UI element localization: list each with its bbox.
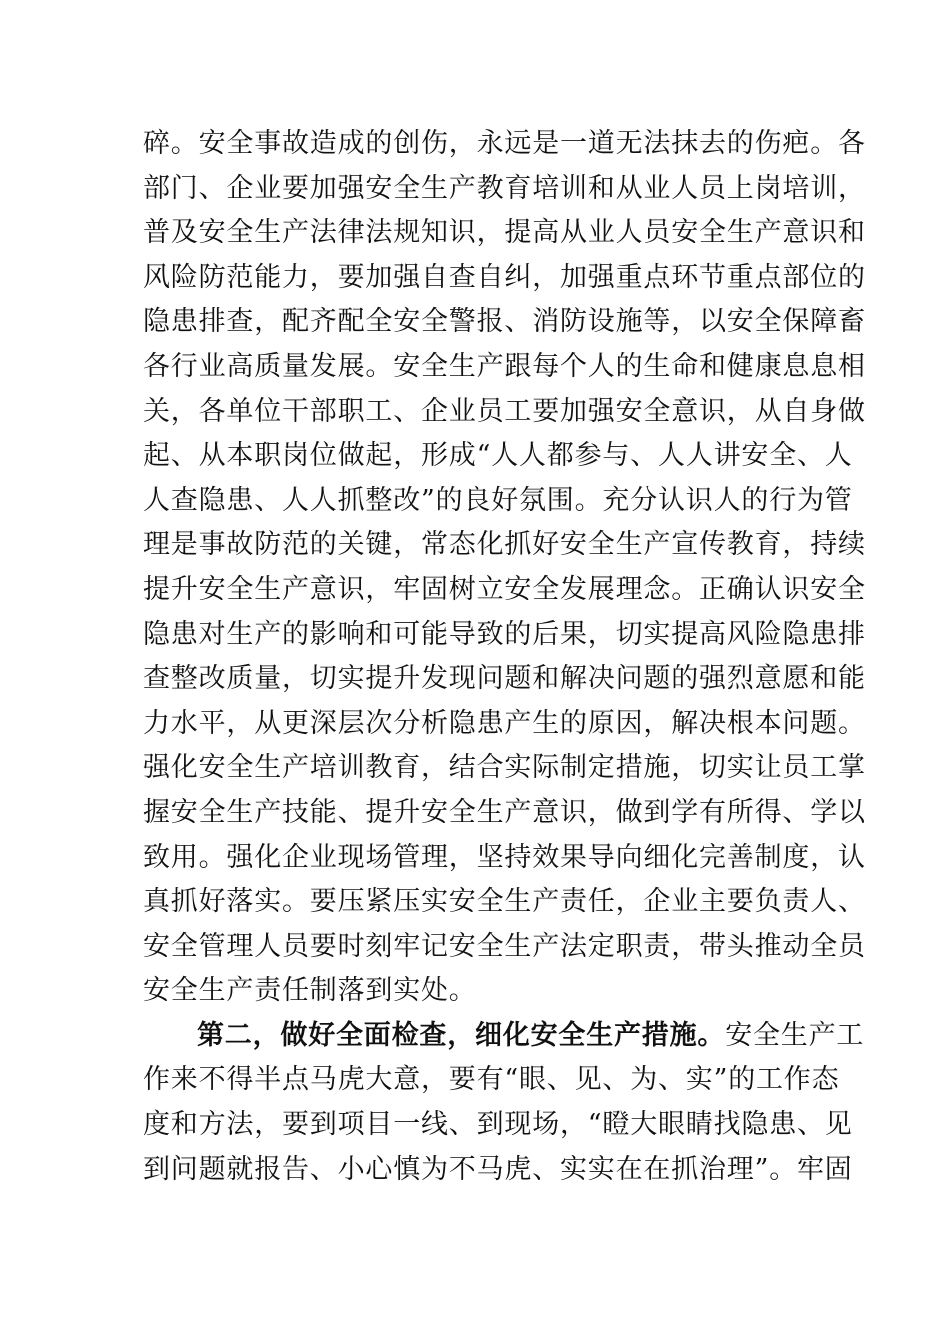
text-line: 各行业高质量发展。安全生产跟每个人的生命和健康息息相 bbox=[143, 350, 866, 382]
text-line: 隐患排查，配齐配全安全警报、消防设施等，以安全保障畜 bbox=[143, 306, 866, 338]
paragraph-2 bbox=[143, 1014, 865, 1192]
text-line: 握安全生产技能、提升安全生产意识，做到学有所得、学以 bbox=[143, 796, 866, 828]
text-line: 致用。强化企业现场管理，坚持效果导向细化完善制度，认 bbox=[143, 841, 866, 873]
text-line: 人查隐患、人人抓整改”的良好氛围。充分认识人的行为管 bbox=[143, 484, 853, 516]
text-line: 作来不得半点马虎大意，要有“眼、见、为、实”的工作态 bbox=[143, 1064, 840, 1096]
text-line: 度和方法，要到项目一线、到现场，“瞪大眼睛找隐患、见 bbox=[143, 1109, 853, 1141]
text-line: 安全生产责任制落到实处。 bbox=[143, 975, 477, 1007]
text-line: 碎。安全事故造成的创伤，永远是一道无法抹去的伤疤。各 bbox=[143, 128, 866, 159]
heading-continuation: 安全生产工 bbox=[725, 1019, 865, 1051]
text-line: 到问题就报告、小心慎为不马虎、实实在在抓治理”。牢固 bbox=[143, 1153, 853, 1185]
text-line: 普及安全生产法律法规知识，提高从业人员安全生产意识和 bbox=[143, 217, 866, 249]
text-line: 部门、企业要加强安全生产教育培训和从业人员上岗培训， bbox=[143, 172, 866, 204]
text-line: 关，各单位干部职工、企业员工要加强安全意识，从自身做 bbox=[143, 395, 866, 427]
text-line: 隐患对生产的影响和可能导致的后果，切实提高风险隐患排 bbox=[143, 618, 866, 650]
paragraph-1 bbox=[143, 122, 866, 1014]
text-line: 真抓好落实。要压紧压实安全生产责任，企业主要负责人、 bbox=[143, 886, 866, 918]
text-line: 力水平，从更深层次分析隐患产生的原因，解决根本问题。 bbox=[143, 707, 866, 739]
text-line: 理是事故防范的关键，常态化抓好安全生产宣传教育，持续 bbox=[143, 529, 866, 561]
text-line: 提升安全生产意识，牢固树立安全发展理念。正确认识安全 bbox=[143, 573, 866, 605]
text-line: 风险防范能力，要加强自查自纠，加强重点环节重点部位的 bbox=[143, 261, 866, 293]
text-line: 安全管理人员要时刻牢记安全生产法定职责，带头推动全员 bbox=[143, 930, 866, 962]
body-text bbox=[143, 122, 866, 1192]
text-line: 强化安全生产培训教育，结合实际制定措施，切实让员工掌 bbox=[143, 752, 866, 784]
text-line: 起、从本职岗位做起，形成“人人都参与、人人讲安全、人 bbox=[143, 440, 853, 472]
text-line: 查整改质量，切实提升发现问题和解决问题的强烈意愿和能 bbox=[143, 663, 866, 695]
section-heading: 第二，做好全面检查，细化安全生产措施。 bbox=[197, 1019, 726, 1051]
text-line bbox=[143, 1014, 865, 1059]
